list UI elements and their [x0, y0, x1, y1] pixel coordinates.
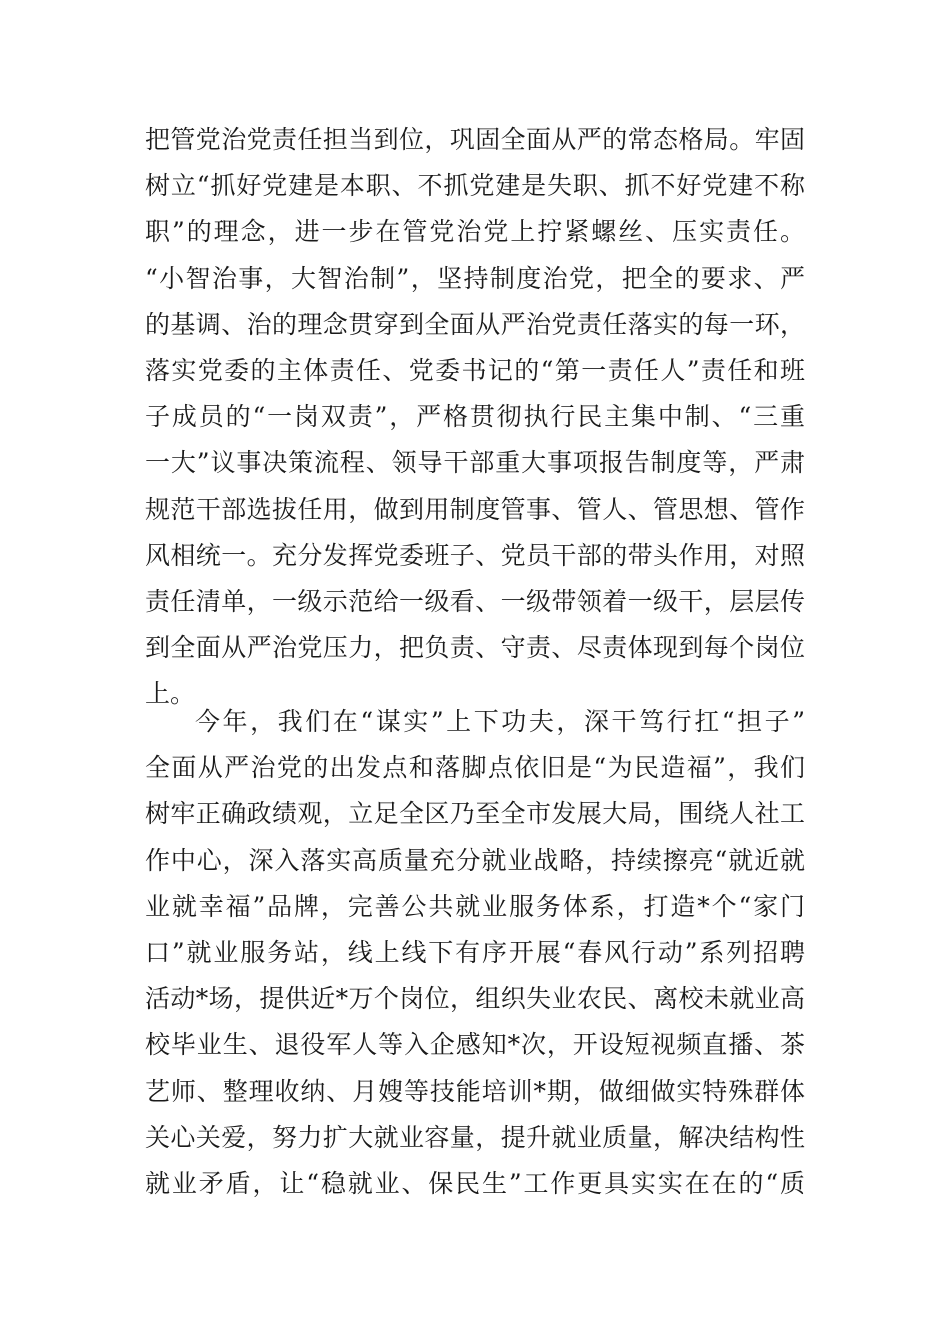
- text-line: 把管党治党责任担当到位，巩固全面从严的常态格局。牢固: [145, 125, 805, 154]
- text-line: 校毕业生、退役军人等入企感知*次，开设短视频直播、茶: [145, 1030, 805, 1060]
- text-line: 活动*场，提供近*万个岗位，组织失业农民、离校未就业高: [145, 984, 805, 1014]
- text-line: 树立“抓好党建是本职、不抓党建是失职、抓不好党建不称: [145, 171, 805, 201]
- text-line: 今年，我们在“谋实”上下功夫，深干笃行扛“担子”: [195, 707, 805, 736]
- text-line: “小智治事，大智治制”，坚持制度治党，把全的要求、严: [145, 263, 805, 293]
- text-line: 关心关爱，努力扩大就业容量，提升就业质量，解决结构性: [145, 1122, 805, 1152]
- text-line: 到全面从严治党压力，把负责、守责、尽责体现到每个岗位: [145, 633, 805, 663]
- text-line: 口”就业服务站，线上线下有序开展“春风行动”系列招聘: [145, 937, 805, 967]
- text-line: 职”的理念，进一步在管党治党上拧紧螺丝、压实责任。: [145, 217, 805, 247]
- text-line: 全面从严治党的出发点和落脚点依旧是“为民造福”，我们: [145, 753, 805, 783]
- text-line: 树牢正确政绩观，立足全区乃至全市发展大局，围绕人社工: [145, 799, 805, 829]
- text-line: 就业矛盾，让“稳就业、保民生”工作更具实实在在的“质: [145, 1168, 805, 1198]
- text-line: 子成员的“一岗双责”，严格贯彻执行民主集中制、“三重: [145, 402, 805, 432]
- text-line: 业就幸福”品牌，完善公共就业服务体系，打造*个“家门: [145, 891, 805, 921]
- text-line: 上。: [145, 679, 196, 709]
- text-line: 责任清单，一级示范给一级看、一级带领着一级干，层层传: [145, 586, 805, 616]
- text-line: 的基调、治的理念贯穿到全面从严治党责任落实的每一环，: [145, 309, 805, 339]
- paragraph-1: [145, 117, 805, 717]
- text-line: 落实党委的主体责任、党委书记的“第一责任人”责任和班: [145, 355, 805, 385]
- text-line: 作中心，深入落实高质量充分就业战略，持续擦亮“就近就: [145, 845, 805, 875]
- text-line: 规范干部选拔任用，做到用制度管事、管人、管思想、管作: [145, 494, 805, 524]
- paragraph-2: [145, 699, 805, 1207]
- text-line: 风相统一。充分发挥党委班子、党员干部的带头作用，对照: [145, 540, 805, 570]
- text-line: 艺师、整理收纳、月嫂等技能培训*期，做细做实特殊群体: [145, 1076, 805, 1106]
- text-line: 一大”议事决策流程、领导干部重大事项报告制度等，严肃: [145, 448, 805, 478]
